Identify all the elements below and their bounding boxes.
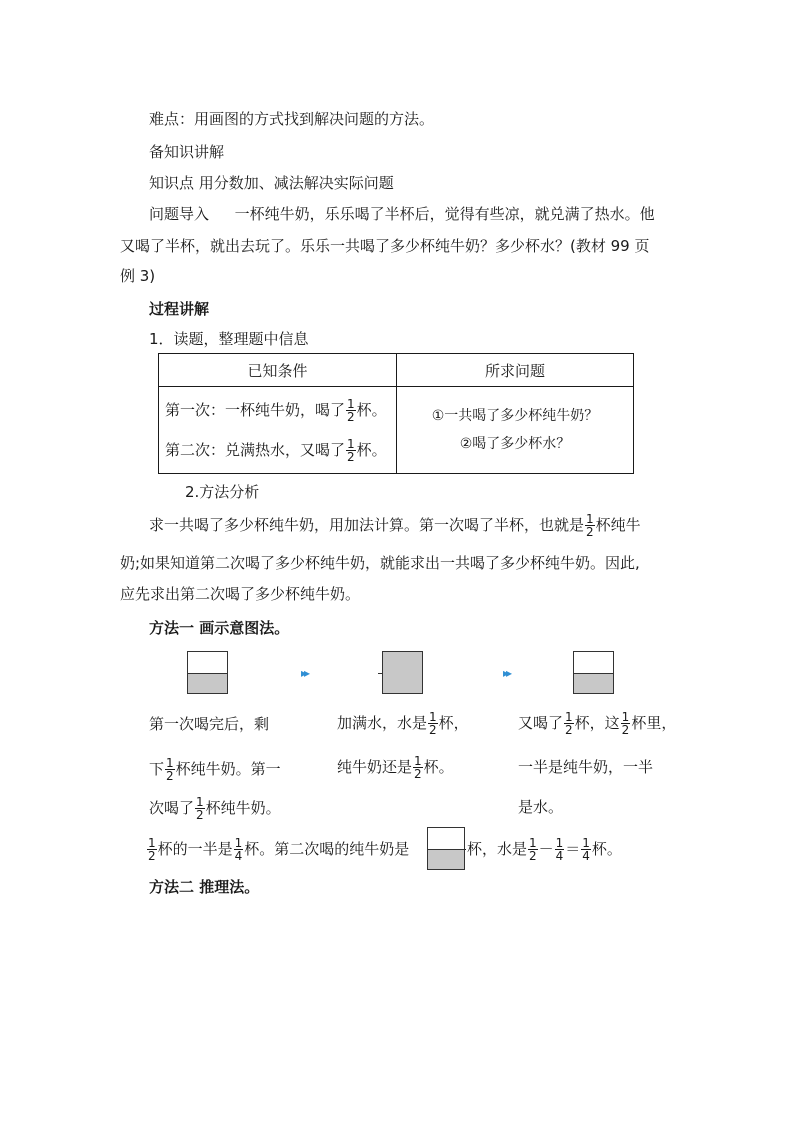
difficulty-text: 难点：用画图的方式找到解决问题的方法。 — [149, 110, 435, 128]
caption-1-line-2: 下 $\frac{1}{2}$ 杯纯牛奶。第一 — [149, 756, 281, 783]
conditions-table — [158, 353, 634, 474]
intro-label: 问题导入 — [149, 205, 210, 223]
caption-3-line-1: 又喝了 $\frac{1}{2}$ 杯，这 $\frac{1}{2}$ 杯里， — [518, 710, 677, 737]
fraction-quarter: $\frac{1}{4}$ — [582, 836, 590, 863]
table-header-known: 已知条件 — [159, 354, 397, 387]
caption-2-line-1: 加满水，水是 $\frac{1}{2}$ 杯， — [337, 710, 469, 737]
step-2-heading: 2.方法分析 — [185, 483, 260, 501]
intro-line-1: 问题导入 一杯纯牛奶，乐乐喝了半杯后，觉得有些凉，就兑满了热水。他 — [149, 205, 655, 223]
conclusion-line: $\frac{1}{2}$ 杯的一半是 $\frac{1}{4}$ 杯。第二次喝的纯牛奶是 杯，水是 $\frac{1}{2}$ － $\frac{1}{4}$ ＝ $\frac{1}{4}$ 杯。 — [148, 836, 622, 863]
fraction-half: $\frac{1}{2}$ — [196, 795, 204, 822]
caption-1-line-1: 第一次喝完后，剩 — [149, 715, 270, 733]
step-1-heading: 1．读题，整理题中信息 — [149, 330, 309, 348]
caption-3-line-3: 是水。 — [518, 798, 564, 816]
fraction-half: $\frac{1}{2}$ — [565, 710, 573, 737]
known-condition-2: 第二次：兑满热水，又喝了 $\frac{1}{2}$ 杯。 — [165, 437, 387, 464]
fraction-half: $\frac{1}{2}$ — [586, 512, 594, 539]
intro-line-2: 又喝了半杯，就出去玩了。乐乐一共喝了多少杯纯牛奶？多少杯水？(教材 99 页 — [120, 237, 650, 255]
fraction-half: $\frac{1}{2}$ — [414, 754, 422, 781]
analysis-line-2: 奶;如果知道第二次喝了多少杯纯牛奶，就能求出一共喝了多少杯纯牛奶。因此, — [120, 554, 640, 572]
method-2-heading: 方法二 推理法。 — [149, 878, 260, 896]
cup-half-milk — [187, 651, 228, 694]
fraction-half: $\frac{1}{2}$ — [429, 710, 437, 737]
cup-second-drink — [427, 827, 465, 870]
analysis-line-1: 求一共喝了多少杯纯牛奶，用加法计算。第一次喝了半杯，也就是 $\frac{1}{2}$ 杯纯牛 — [149, 512, 641, 539]
fraction-half: $\frac{1}{2}$ — [166, 756, 174, 783]
arrow-icon: ▸▸ — [301, 666, 308, 680]
knowledge-heading: 知识点 用分数加、减法解决实际问题 — [149, 174, 394, 192]
caption-2-line-2: 纯牛奶还是 $\frac{1}{2}$ 杯。 — [337, 754, 454, 781]
questions-cell — [397, 387, 634, 474]
arrow-icon: ▸▸ — [503, 666, 510, 680]
fraction-quarter: $\frac{1}{4}$ — [555, 836, 564, 863]
fraction-quarter: $\frac{1}{4}$ — [234, 836, 243, 863]
fraction-half: $\frac{1}{2}$ — [347, 437, 355, 464]
section-heading: 备知识讲解 — [149, 143, 225, 161]
intro-line-3: 例 3) — [120, 267, 156, 285]
table-header-ask: 所求问题 — [397, 354, 634, 387]
fraction-half: $\frac{1}{2}$ — [347, 397, 355, 424]
process-title: 过程讲解 — [149, 300, 210, 318]
fraction-half: $\frac{1}{2}$ — [148, 836, 156, 863]
known-condition-1: 第一次：一杯纯牛奶，喝了 $\frac{1}{2}$ 杯。 — [165, 397, 387, 424]
cup-full-mixed — [382, 651, 423, 694]
known-conditions-cell — [159, 387, 397, 474]
analysis-line-3: 应先求出第二次喝了多少杯纯牛奶。 — [120, 585, 361, 603]
fraction-half: $\frac{1}{2}$ — [621, 710, 630, 737]
caption-3-line-2: 一半是纯牛奶，一半 — [518, 758, 654, 776]
question-1: ①一共喝了多少杯纯牛奶？ — [431, 408, 599, 424]
caption-1-line-3: 次喝了 $\frac{1}{2}$ 杯纯牛奶。 — [149, 795, 281, 822]
cup-half-remaining — [573, 651, 614, 694]
method-1-heading: 方法一 画示意图法。 — [149, 619, 290, 637]
question-2: ②喝了多少杯水？ — [459, 436, 571, 452]
fraction-half: $\frac{1}{2}$ — [528, 836, 537, 863]
